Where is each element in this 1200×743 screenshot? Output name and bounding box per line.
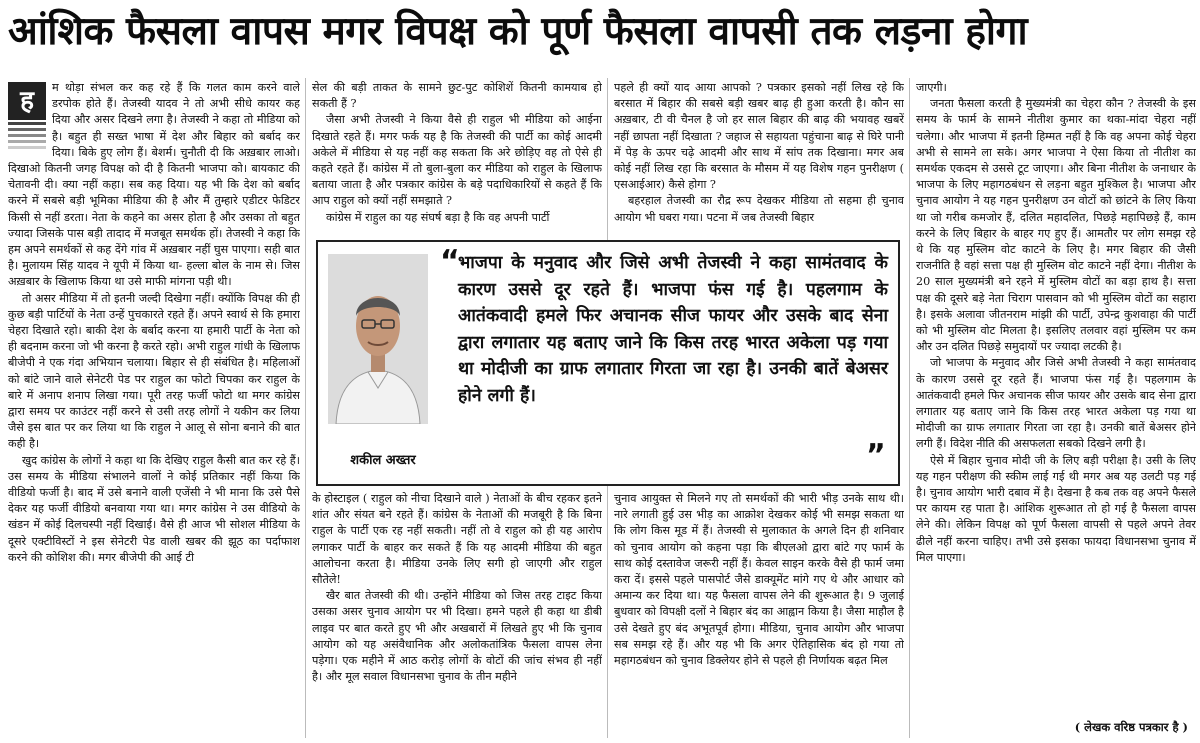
author-portrait-icon <box>328 254 428 424</box>
paragraph: पहले ही क्यों याद आया आपको ? पत्रकार इसको नहीं लिख रहे कि बरसात में बिहार की सबसे बड़ी खबर बाढ़ ही हुआ करती है। कौन सा अख़बार, टी वी चैनल है जो हर साल बिहार की बाढ़ की भयावह खबरें नहीं छापता नहीं दिखाता ? जहाज से सहायता पहुंचाना बाढ़ से घिरे पानी में पेड़ के ऊपर चढ़े आदमी और साथ में सांप तक दिखाना। मगर अब कोई नहीं लिख रहा कि बरसात के मौसम में यह विशेष गहन पुनरीक्षण ( एसआईआर) कैसे होगा ? <box>614 81 904 192</box>
close-quote-icon: ” <box>866 438 886 473</box>
column-3-bottom <box>614 491 904 736</box>
paragraph: सेल की बड़ी ताकत के सामने छुट-पुट कोशिशें कितनी कामयाब हो सकती हैं ? <box>312 81 602 111</box>
author-credit: ( लेखक वरिष्ठ पत्रकार है ) <box>1074 720 1188 734</box>
paragraph: बहरहाल तेजस्वी का रौद्र रूप देखकर मीडिया तो सहमा ही चुनाव आयोग भी घबरा गया। पटना में जब तेजस्वी बिहार <box>614 194 904 224</box>
paragraph: ऐसे में बिहार चुनाव मोदी जी के लिए बड़ी परीक्षा है। उसी के लिए यह गहन परीक्षण की स्कीम लाई गई थी मगर अब यह उलटी पड़ गई है। चुनाव आयोग भारी दबाव में है। देखना है कब तक वह अपने फैसले पर कायम रह पाता है। आंशिक शुरूआत तो हो गई है फैसला वापस लेने की। लेकिन विपक्ष को पूर्ण फैसला वापसी से पहले अपने तेवर ढीले नहीं करना चाहिए। तभी उसे इसका फायदा विधानसभा चुनाव में मिल पाएगा। <box>916 453 1196 564</box>
paragraph: जो भाजपा के मनुवाद और जिसे अभी तेजस्वी ने कहा सामंतवाद के कारण उससे दूर रहते हैं। भाजपा फंस गई है। पहलगाम के आतंकवादी हमले फिर अचानक सीज फायर और उसके बाद सेना द्वारा लगातार यह बताए जाने कि किस तरह भारत अकेला पड़ गया था मोदीजी का ग्राफ लगातार गिरता जा रहा है। उनकी बातें बेअसर होने लगी हैं। विदेश नीति की असफलता सबको दिखने लगी है। <box>916 356 1196 451</box>
paragraph: के होस्टाइल ( राहुल को नीचा दिखाने वाले ) नेताओं के बीच रहकर इतने शांत और संयत बने रहते हैं। कांग्रेस के नेताओं की मजबूरी है कि बिना राहुल के पार्टी एक रह नहीं सकती। नहीं तो वे राहुल को ही यह आरोप लगाकर पार्टी के बाहर कर सकते हैं कि यह आदमी मीडिया की बहुत आलोचना करता है। मीडिया उनके लिए सगी हो जाएगी और राहुल सौतेले! <box>312 492 602 587</box>
column-1 <box>8 80 300 736</box>
paragraph: जनता फैसला करती है मुख्यमंत्री का चेहरा कौन ? तेजस्वी के इस समय के फार्म के सामने नीतीश कुमार का थका-मांदा चेहरा नहीं चलेगा। और भाजपा में इतनी हिम्मत नहीं है कि वह अपना कोई चेहरा अभी से सामने ला सके। अगर भाजपा ने ऐसा किया तो नीतीश का समर्थक एकदम से उससे टूट जाएगा। और बिना नीतीश के जनाधार के भाजपा के लिए महागठबंधन से लड़ना बहुत मुश्किल है। भाजपा और चुनाव आयोग ने यह गहन पुनरीक्षण उन वोटों को छांटने के लिए किया था जो गरीब कमजोर हैं, दलित महादलित, पिछड़े महापिछड़े हैं, काम करने के लिए बिहार के बाहर गए हुए हैं। आमतौर पर लोग समझ रहे थे कि यह मुस्लिम वोट काटने के लिए है। मगर बिहार की जैसी राजनीति है वहां सत्ता पक्ष ही मुस्लिम वोट काटने नहीं देगा। नीतीश के 20 साल मुख्यमंत्री बने रहने में मुस्लिम वोटों का बड़ा हाथ है। सत्ता पक्ष की दूसरे बड़े नेता चिराग पासवान को भी मुस्लिम वोटों का सहारा है। इसके अलावा जीतनराम मांझी की पार्टी, उपेन्द्र कुशवाहा की पार्टी को भी मुस्लिम वोट मिलता है। इसलिए तलवार वहां मुस्लिम पर कम और उन दलित पिछड़े समुदायों पर ज्यादा लटकी है। <box>916 97 1196 354</box>
column-4 <box>916 80 1196 710</box>
column-rule <box>305 78 306 738</box>
column-2-bottom <box>312 491 602 736</box>
headline: आंशिक फैसला वापस मगर विपक्ष को पूर्ण फैसला वापसी तक लड़ना होगा <box>8 9 1028 54</box>
paragraph: जाएगी। <box>916 81 947 94</box>
dropcap-bars <box>8 122 46 152</box>
pull-quote-text: भाजपा के मनुवाद और जिसे अभी तेजस्वी ने कहा सामंतवाद के कारण उससे दूर रहते हैं। भाजपा फंस गई है। पहलगाम के आतंकवादी हमले फिर अचानक सीज फायर और उसके बाद सेना द्वारा लगातार यह बताए जाने कि किस तरह भारत अकेला पड़ गया था मोदीजी का ग्राफ लगातार गिरता जा रहा है। उनकी बातें बेअसर होने लगी हैं। <box>458 253 888 406</box>
author-caption: शकील अख्तर <box>350 453 416 468</box>
open-quote-icon: “ <box>440 244 460 279</box>
paragraph: कांग्रेस में राहुल का यह संघर्ष बड़ा है कि वह अपनी पार्टी <box>326 210 550 224</box>
pull-quote-box <box>316 240 900 486</box>
paragraph: चुनाव आयुक्त से मिलने गए तो समर्थकों की भारी भीड़ उनके साथ थी। नारे लगाती हुई उस भीड़ का आक्रोश देखकर कोई भी समझ सकता था कि लोग किस मूड में हैं। तेजस्वी से मुलाकात के अगले दिन ही शनिवार को चुनाव आयोग को कहना पड़ा कि बीएलओ द्वारा बांटे गए फार्म के साथ कोई दस्तावेज जरूरी नहीं हैं। केवल साइन करके वैसे ही फार्म जमा करा दें। इससे पहले पासपोर्ट जैसे डाक्यूमेंट मांगे गए थे और आधार को अमान्य कर दिया था। यह फैसला वापस लेने की शुरूआत है। 9 जुलाई बुधवार को विपक्षी दलों ने बिहार बंद का आह्वान किया है। जैसा माहौल है उसे देखते हुए बंद अभूतपूर्व होगा। मीडिया, चुनाव आयोग और भाजपा सब समझ रहे हैं। और यह भी कि अगर ऐतिहासिक बंद हो गया तो महागठबंधन को चुनाव डिक्लेयर होने से पहले ही निर्णायक बढ़त मिल <box>614 492 904 668</box>
column-rule <box>909 78 910 738</box>
paragraph: खुद कांग्रेस के लोगों ने कहा था कि देखिए राहुल कैसी बात कर रहे हैं। उस समय के मीडिया संभालने वालों ने कोई प्रतिकार नहीं किया कि वीडियो फर्जी है। बाद में उसे बनाने वाली एजेंसी ने भी माना कि उसे पैसे देकर यह फर्जी वीडियो बनवाया गया था। मगर कांग्रेस ने उस वीडियो के खंडन में कोई दिलचस्पी नहीं दिखाई। वैसे ही आज भी सोशल मीडिया के दूसरे एक्टीविस्टों ने इस सेनेटरी पेड वाली खबर की झूठ का पर्दाफाश करने की कोशिश की। मगर बीजेपी की आई टी <box>8 453 300 564</box>
paragraph: जैसा अभी तेजस्वी ने किया वैसे ही राहुल भी मीडिया को आईना दिखाते रहते हैं। मगर फर्क यह है कि तेजस्वी की पार्टी का कोई आदमी अकेले में मीडिया से यह नहीं कह सकता कि अरे छोड़िए वह तो ऐसे ही कहते रहते हैं। कांग्रेस में तो बुला-बुला कर मीडिया को राहुल के खिलाफ बताया जाता है और पत्रकार कांग्रेस के बड़े पदाधिकारियों से कहते हैं कि आप राहुल को क्यों नहीं समझाते ? <box>312 113 602 208</box>
paragraph: म थोड़ा संभल कर कह रहे हैं कि गलत काम करने वाले डरपोक होते हैं। तेजस्वी यादव ने तो अभी सीधे कायर कह दिया और असर दिखने लगा है। तेजस्वी ने कहा तो मीडिया को है। बहुत ही सख्त भाषा में देश और बिहार को बर्बाद कर दिया। बिके हुए लोग हैं। बेशर्म। चुनौती दी कि अख़बार लाओ। दिखाओ कितनी जगह विपक्ष को दी है कितनी भाजपा को। बायकाट की चेतावनी दी। क्या नहीं कहा। सब कह दिया। यह भी कि देश को बर्बाद करने में सबसे बड़ी भूमिका मीडिया की है और मैं तुम्हारे एडीटर फेडिटर किसी से नहीं डरता। नेता के कहने का असर होता है और उसका तो बहुत ज्यादा जिसके पास बड़ी तादाद में मजबूत समर्थक हों। तेजस्वी ने कहा कि हम अपने समर्थकों से कह देंगे गांव में अख़बार नहीं घुस पाएगा। सही बात है। मुलायम सिंह यादव ने यूपी में किया था- हल्ला बोल के नाम से। जिस अख़बार के खिलाफ किया था उसे माफी मांगना पड़ी थी। <box>8 81 300 289</box>
paragraph: खैर बात तेजस्वी की थी। उन्होंने मीडिया को जिस तरह टाइट किया उसका असर चुनाव आयोग पर भी दिखा। हमने पहले ही कहा था डीबी लाइव पर बात करते हुए भी और अखबारों में लिखते हुए भी कि चुनाव आयोग को यह असंवैधानिक और अलोकतांत्रिक फैसला वापस लेना पड़ेगा। एक महीने में आठ करोड़ लोगों के वोटों की जांच संभव ही नहीं है। और मूल सवाल विधानसभा चुनाव के तीन महीने <box>312 589 602 684</box>
paragraph: तो असर मीडिया में तो इतनी जल्दी दिखेगा नहीं। क्योंकि विपक्ष की ही कुछ बड़ी पार्टियों के नेता उन्हें पुचकारते रहते हैं। अपने स्वार्थ से कि हमारा चेहरा दिखाते रहो। बाकी देश के बर्बाद करना या हमारी पार्टी के नेता को ही बदनाम करना जो भी करना है करते रहो। अभी राहुल गांधी के खिलाफ बीजेपी ने एक गंदा अभियान चलाया। बिहार से ही संबंधित है। महिलाओं को बांटे जाने वाले सेनेटरी पेड पर राहुल का फोटो चिपका कर राहुल के बारे में अनाप शनाप लिखा गया। पूरी तरह फर्जी फोटो था मगर कांग्रेस द्वारा समय पर काउंटर नहीं करने से उसी तरह लोगों ने यकीन कर लिया जैसे इस बात पर कर लिया था कि राहुल ने आलू से सोना बनाने की बात कही है। <box>8 291 300 451</box>
dropcap: ह <box>8 82 46 120</box>
author-photo <box>328 254 428 424</box>
